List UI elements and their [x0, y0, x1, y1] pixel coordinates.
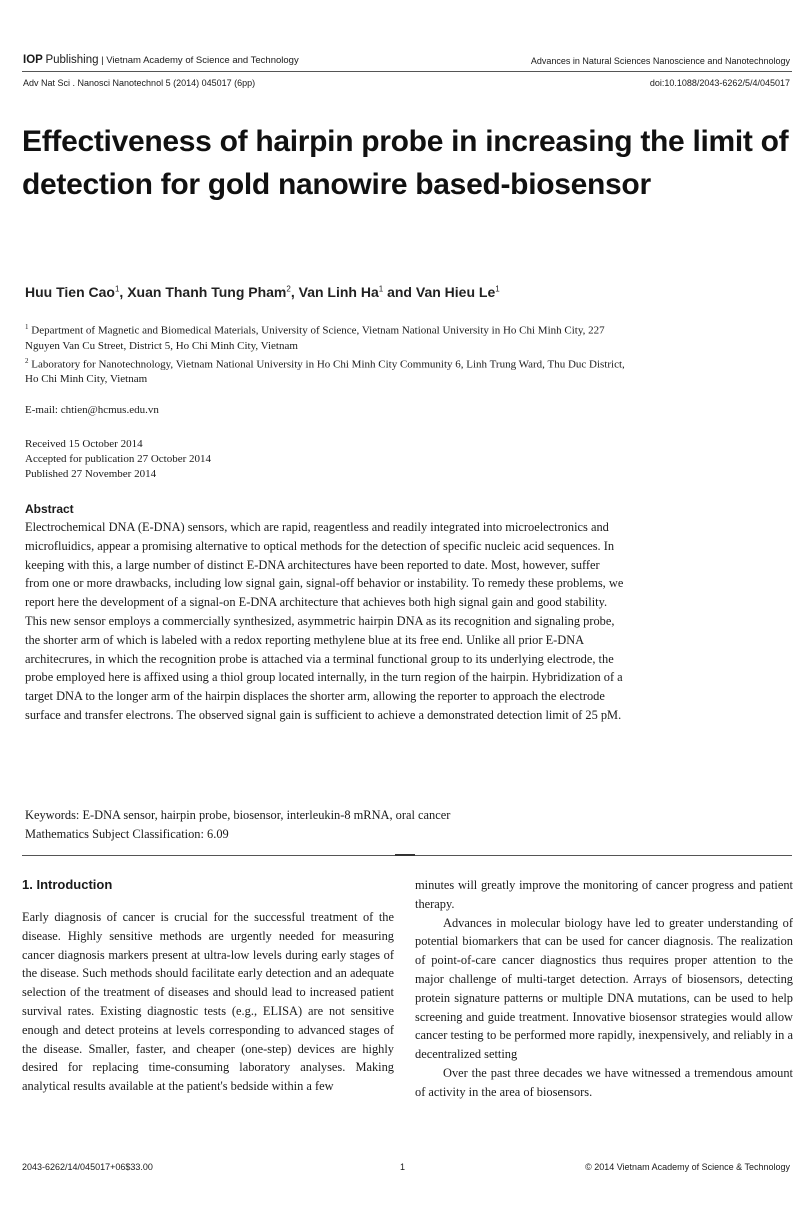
- affiliation-item: [25, 320, 625, 354]
- publisher-header: [23, 54, 299, 66]
- publisher-logo: IOP: [23, 54, 43, 66]
- affiliation-marker: 1: [378, 284, 384, 294]
- author-name: Huu Tien Cao: [25, 284, 115, 300]
- divider-mark: [395, 854, 415, 856]
- abstract-heading: Abstract: [25, 502, 74, 516]
- affiliations: [25, 320, 625, 387]
- contact-email[interactable]: E-mail: chtien@hcmus.edu.vn: [25, 404, 159, 416]
- copyright-notice: © 2014 Vietnam Academy of Science & Technology: [585, 1162, 790, 1172]
- author-separator: ,: [119, 284, 128, 300]
- author-name: Van Hieu Le: [415, 284, 496, 300]
- affiliation-text: Laboratory for Nanotechnology, Vietnam National University in Ho Chi Minh City Community 6, Linh Trung Ward, Thu Duc District, Ho Chi Minh City, Vietnam: [25, 358, 625, 386]
- affiliation-marker: 1: [495, 284, 500, 294]
- body-paragraph: Over the past three decades we have witnessed a tremendous amount of activity in the area of biosensors.: [415, 1065, 793, 1099]
- keywords: Keywords: E-DNA sensor, hairpin probe, biosensor, interleukin-8 mRNA, oral cancer: [25, 808, 451, 822]
- keywords-block: [25, 806, 645, 844]
- accepted-date: Accepted for publication 27 October 2014: [25, 453, 212, 465]
- publication-dates: [25, 437, 211, 482]
- affiliation-number: 2: [25, 356, 29, 365]
- right-column: [415, 876, 793, 1102]
- author-separator: ,: [290, 284, 299, 300]
- affiliation-text: Department of Magnetic and Biomedical Materials, University of Science, Vietnam National University in Ho Chi Minh City, 227 Nguyen Van Cu Street, District 5, Ho Chi Minh City, Vietnam: [25, 324, 605, 352]
- author-name: Van Linh Ha: [298, 284, 379, 300]
- published-date: Published 27 November 2014: [25, 468, 157, 480]
- author-name: Xuan Thanh Tung Pham: [127, 284, 287, 300]
- journal-citation: Adv Nat Sci . Nanosci Nanotechnol 5 (2014) 045017 (6pp): [23, 78, 256, 88]
- affiliation-marker: 1: [114, 284, 120, 294]
- journal-name: Advances in Natural Sciences Nanoscience and Nanotechnology: [530, 56, 790, 66]
- article-code: 2043-6262/14/045017+06$33.00: [22, 1162, 153, 1172]
- abstract-body: Electrochemical DNA (E-DNA) sensors, which are rapid, reagentless and readily integrated into microelectronics and microfluidics, appear a promising alternative to optical methods for the detection of specific nucleic acid sequences. In keeping with this, a large number of distinct E-DNA architectures have been reported to date. Most, however, suffer from one or more drawbacks, including low signal gain, signal-off behavior or instability. To remedy these problems, we report here the development of a signal-on E-DNA architecture that achieves both high signal gain and good stability. This new sensor employs a commercially synthesized, asymmetric hairpin DNA as its recognition and signaling probe, the shorter arm of which is labeled with a redox reporting methylene blue at its free end. Unlike all prior E-DNA architecrures, in which the recognition probe is attached via a terminal functional group to its underlying electrode, the probe employed here is affixed using a thiol group located internally, in the turn region of the hairpin. Hybridization of a target DNA to the longer arm of the hairpin displaces the shorter arm, allowing the reporter to approach the electrode surface and transfer electrons. The observed signal gain is sufficient to achieve a demonstrated detection limit of 25 pM.: [25, 520, 624, 722]
- subject-classification: Mathematics Subject Classification: 6.09: [25, 826, 229, 841]
- doi-link[interactable]: doi:10.1088/2043-6262/5/4/045017: [649, 78, 790, 88]
- affiliation-item: [25, 354, 625, 388]
- received-date: Received 15 October 2014: [25, 438, 143, 450]
- author-separator: and: [383, 284, 416, 300]
- body-paragraph: Advances in molecular biology have led to greater understanding of potential biomarkers that can be used for cancer diagnosis. The realization of point-of-care cancer diagnostics thus requires proper attention to the major challenge of multi-target detection. Arrays of biosensors, detecting protein signature patterns or multiple DNA mutations, can be used to help screening and guide treatment. Innovative biosensor strategies would allow cancer testing to be performed more rapidly, inexpensively, and reliably in a decentralized setting: [415, 915, 793, 1062]
- left-column: [22, 876, 394, 1096]
- affiliation-marker: 2: [286, 284, 291, 294]
- page-number: 1: [400, 1162, 406, 1172]
- header-divider: [22, 71, 792, 72]
- author-list: [25, 284, 500, 300]
- paper-title: Effectiveness of hairpin probe in increasing the limit of detection for gold nanowire based-biosensor: [22, 125, 789, 201]
- header-separator: |: [101, 55, 104, 66]
- body-paragraph: minutes will greatly improve the monitoring of cancer progress and patient therapy.: [415, 878, 793, 911]
- section-heading-introduction: 1. Introduction: [22, 877, 113, 892]
- affiliation-number: 1: [25, 323, 29, 331]
- co-publisher: Vietnam Academy of Science and Technology: [106, 55, 299, 66]
- body-paragraph: Early diagnosis of cancer is crucial for the successful treatment of the disease. Highly sensitive methods are urgently needed for measuring cancer diagnosis markers present at ultra-low levels during early stages of the disease. Such methods should facilitate early detection and an adequate selection of the treatment of diseases and should lead to increased patient survival rates. Existing diagnostic tests (e.g., ELISA) are not sensitive enough and detect proteins at levels corresponding to advanced stages of the disease. Smaller, faster, and cheaper (one-step) devices are highly desired for replacing time-consuming laboratory analyses. Making analytical results available at the patient's bedside within a few: [22, 910, 394, 1094]
- publisher-suffix: Publishing: [45, 54, 99, 66]
